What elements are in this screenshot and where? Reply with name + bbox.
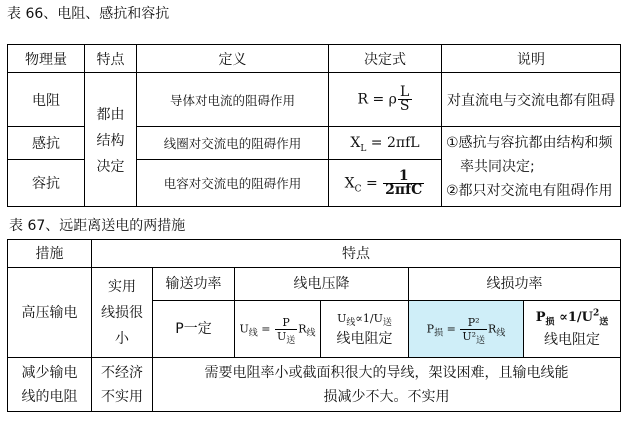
table-transmission-measures [7, 239, 621, 412]
formula-eq: = [257, 322, 274, 335]
formula-subscript: C [354, 183, 362, 194]
formula-lhs: U [239, 322, 249, 335]
fraction [383, 167, 424, 198]
formula-lhs: R = ρ [357, 91, 397, 108]
fraction-numerator: 1 [383, 170, 424, 184]
feature-cell [85, 73, 137, 207]
prop-a-sub: 线 [346, 318, 356, 329]
formula-capacitive [329, 160, 442, 207]
prop-b-sub: 送 [599, 317, 609, 328]
feature-line: 决定 [96, 158, 125, 175]
formula-proportional [323, 309, 406, 329]
fraction [398, 86, 412, 113]
subheader-voltage-drop: 线电压降 [235, 268, 409, 301]
denominator-base: U² [462, 329, 476, 343]
description-line: 损减少不大。不实用 [323, 388, 450, 405]
table67-caption: 表 67、远距离送电的两措施 [9, 218, 186, 234]
header-feature: 特点 [85, 45, 137, 73]
prop-b: ∝1/U [554, 310, 593, 325]
quantity-inductive: 感抗 [8, 127, 85, 160]
definition-inductive: 线圈对交流电的阻碍作用 [137, 127, 329, 160]
note-line: ②都只对交流电有阻碍作用 [446, 182, 613, 199]
formula-voltage-drop [235, 301, 321, 358]
prop-a-sub: 损 [545, 317, 555, 328]
formula-subscript: 线 [248, 328, 258, 339]
method2-description [153, 358, 621, 412]
impractical-cell [92, 358, 153, 412]
subheader-line-loss: 线损功率 [409, 268, 621, 301]
denominator-subscript: 送 [286, 335, 296, 346]
formula-rhs: R [488, 322, 497, 335]
loss-proportional-cell [524, 301, 621, 358]
formula-inductive [329, 127, 442, 160]
feature-line: 结构 [96, 132, 125, 149]
formula-subscript: 线 [496, 328, 506, 339]
quantity-capacitive: 容抗 [8, 160, 85, 207]
practical-line: 小 [115, 330, 129, 347]
formula-resistance [329, 73, 442, 127]
prop-b-sub: 送 [382, 318, 392, 329]
definition-capacitive: 电容对交流电的阻碍作用 [137, 160, 329, 207]
fraction-numerator: P [275, 316, 297, 330]
practical-cell [92, 268, 153, 358]
header-note: 说明 [442, 45, 621, 73]
formula-eq: = [361, 175, 383, 191]
formula-lhs: X [350, 135, 361, 151]
formula-lhs: P [426, 322, 435, 335]
table66-caption: 表 66、电阻、感抗和容抗 [7, 6, 170, 22]
formula-subscript: L [360, 143, 367, 154]
fraction-numerator: P² [460, 316, 487, 330]
table-row [8, 268, 621, 301]
header-quantity: 物理量 [8, 45, 85, 73]
denominator-base: U [276, 329, 287, 343]
power-constant: P一定 [153, 301, 235, 358]
voltage-proportional-cell [321, 301, 409, 358]
prop-b: ∝1/U [355, 312, 383, 325]
header-measure: 措施 [8, 240, 92, 268]
fraction-numerator: L [398, 86, 412, 100]
fraction-denominator: S [399, 98, 410, 114]
note-reactance [442, 127, 621, 207]
fraction-denominator: 2πfC [385, 181, 423, 198]
subheader-power: 输送功率 [153, 268, 235, 301]
method-line: 线的电阻 [21, 388, 78, 405]
formula-eq: = [443, 322, 460, 335]
prop-a: U [337, 312, 347, 325]
formula-subscript: 线 [306, 328, 316, 339]
formula-subscript: 损 [434, 328, 444, 339]
method-line: 减少输电 [21, 364, 78, 381]
fraction-denominator [275, 329, 297, 346]
method-reduce-resistance [8, 358, 92, 412]
method-high-voltage: 高压输电 [8, 268, 92, 358]
feature-line: 都由 [96, 106, 125, 123]
prop-a: P [535, 310, 546, 325]
condition-label: 线电阻定 [544, 332, 600, 348]
denominator-subscript: 送 [476, 335, 486, 346]
quantity-resistance: 电阻 [8, 73, 85, 127]
condition-label: 线电阻定 [336, 331, 393, 347]
header-feature: 特点 [92, 240, 621, 268]
table-row [8, 358, 621, 412]
header-formula: 决定式 [329, 45, 442, 73]
fraction-denominator [460, 329, 487, 346]
description-line: 需要电阻率小或截面积很大的导线，架设困难，且输电线能 [204, 364, 569, 381]
formula-rhs: = 2πfL [366, 135, 420, 151]
header-definition: 定义 [137, 45, 329, 73]
note-line: ①感抗与容抗都由结构和频 [446, 134, 613, 151]
formula-proportional [526, 307, 618, 329]
note-line: 率共同决定; [460, 158, 535, 175]
table-resistance-reactance [7, 44, 621, 207]
formula-power-loss [409, 301, 524, 358]
fraction [275, 315, 297, 346]
table-header-row [8, 45, 621, 73]
note-resistance: 对直流电与交流电都有阻碍 [442, 73, 621, 127]
table-header-row [8, 240, 621, 268]
formula-lhs: X [344, 175, 355, 191]
practical-line: 实用 [108, 278, 136, 295]
impractical-line: 不经济 [101, 364, 143, 381]
prop-b-sup: 2 [592, 308, 600, 319]
definition-resistance: 导体对电流的阻碍作用 [137, 73, 329, 127]
impractical-line: 不实用 [101, 388, 143, 405]
table-row [8, 73, 621, 127]
formula-rhs: R [298, 322, 307, 335]
practical-line: 线损很 [101, 304, 143, 321]
fraction [460, 315, 487, 346]
